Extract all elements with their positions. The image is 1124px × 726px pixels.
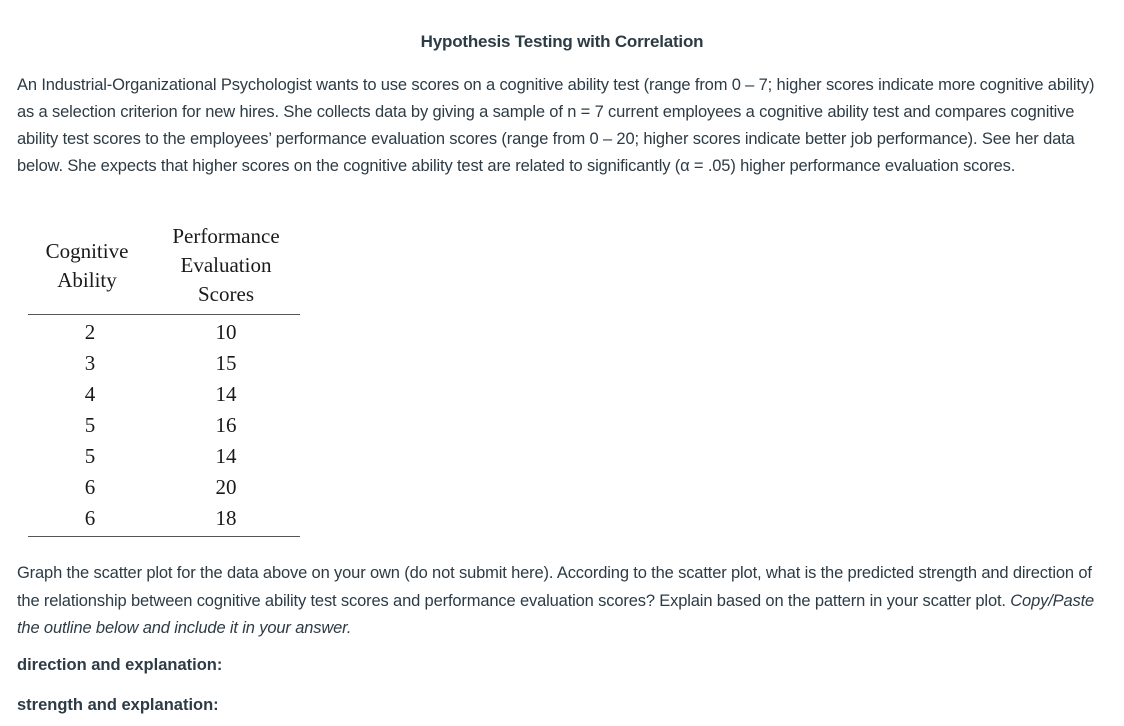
table-row: [28, 472, 300, 503]
performance-cell: 16: [215, 413, 237, 437]
question-text: Graph the scatter plot for the data above on your own (do not submit here). According to the scatter plot, what is the predicted strength and direction of the relationship between cognitive ability test scores and performance evaluation scores? Explain based on the pattern in your scatter plot.: [17, 564, 1092, 610]
performance-cell: 14: [215, 382, 237, 406]
table-row: [28, 441, 300, 472]
cognitive-cell: 6: [84, 475, 96, 499]
performance-cell: 15: [215, 351, 237, 375]
page-title: Hypothesis Testing with Correlation: [420, 32, 704, 51]
performance-cell: 20: [215, 475, 237, 499]
performance-cell: 10: [215, 320, 237, 344]
col-header-performance-evaluation: [152, 222, 300, 315]
cognitive-cell: 5: [84, 444, 96, 468]
header-line: Ability: [57, 267, 117, 292]
table-header-row: [28, 222, 300, 315]
header-line: Cognitive: [45, 238, 129, 263]
data-table: [28, 222, 300, 537]
table-row: [28, 379, 300, 410]
direction-label: direction and explanation:: [17, 656, 223, 674]
cognitive-cell: 4: [84, 382, 96, 406]
performance-cell: 14: [215, 444, 237, 468]
strength-label: strength and explanation:: [17, 696, 219, 714]
cognitive-cell: 2: [84, 320, 96, 344]
col-header-cognitive-ability: [28, 222, 152, 315]
question-paragraph: [17, 560, 1112, 643]
table-row: [28, 348, 300, 379]
header-line: Scores: [198, 282, 254, 306]
intro-paragraph: An Industrial-Organizational Psychologist wants to use scores on a cognitive ability test (range from 0 – 7; higher scores indicate more cognitive ability) as a selection criterion for new hires. She collects data by giving a sample of n = 7 current employees a cognitive ability test and compares cognitive ability test scores to the employees’ performance evaluation scores (range from 0 – 20; higher scores indicate better job performance). See her data below. She expects that higher scores on the cognitive ability test are related to significantly (α = .05) higher performance evaluation scores.: [17, 76, 1095, 175]
table-row: [28, 410, 300, 441]
cognitive-cell: 6: [28, 503, 152, 537]
table-row: [28, 315, 300, 349]
header-line: Performance: [172, 224, 280, 248]
table-row: [28, 503, 300, 537]
cognitive-cell: 3: [84, 351, 96, 375]
question-instruction: Copy/Paste the outline below and include it in your answer.: [17, 591, 1095, 637]
cognitive-cell: 5: [84, 413, 96, 437]
header-line: Evaluation: [180, 253, 272, 277]
performance-cell: 18: [152, 503, 300, 537]
